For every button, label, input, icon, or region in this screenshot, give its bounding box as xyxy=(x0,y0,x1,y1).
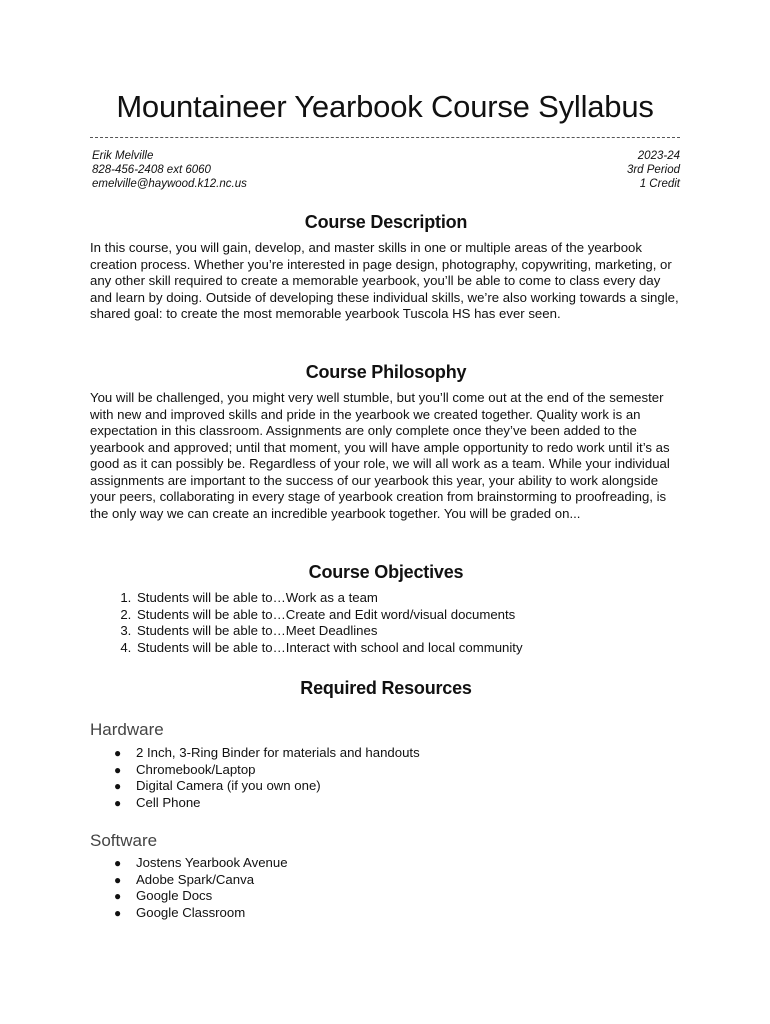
course-description-section xyxy=(90,212,682,323)
bullet-icon: ● xyxy=(114,779,122,793)
software-heading: Software xyxy=(90,831,158,850)
objectives-list xyxy=(90,590,682,656)
software-list xyxy=(90,855,288,921)
list-item: ● Adobe Spark/Canva xyxy=(114,871,255,887)
list-item: 3. Students will be able to…Meet Deadlines xyxy=(135,623,682,640)
list-item: ● Google Docs xyxy=(114,888,213,903)
contact-info xyxy=(92,149,247,191)
credit-value: 1 Credit xyxy=(639,178,680,190)
course-objectives-heading: Course Objectives xyxy=(308,562,464,582)
course-description-heading: Course Description xyxy=(304,212,468,232)
course-philosophy-section xyxy=(90,362,682,522)
school-year: 2023-24 xyxy=(637,150,680,162)
list-item: ● 2 Inch, 3-Ring Binder for materials and handouts xyxy=(114,745,420,760)
required-resources-section xyxy=(90,678,682,699)
bullet-icon: ● xyxy=(114,856,122,870)
list-item: ● Digital Camera (if you own one) xyxy=(114,778,321,793)
teacher-name: Erik Melville xyxy=(92,150,154,162)
bullet-icon: ● xyxy=(114,762,122,777)
teacher-phone: 828-456-2408 ext 6060 xyxy=(92,164,211,176)
bullet-icon: ● xyxy=(114,795,122,810)
list-item: 1. Students will be able to…Work as a team xyxy=(135,590,682,607)
teacher-email: emelville@haywood.k12.nc.us xyxy=(92,178,247,190)
bullet-icon: ● xyxy=(114,905,122,920)
list-item: 2. Students will be able to…Create and Edit word/visual documents xyxy=(135,607,682,624)
list-item: 4. Students will be able to…Interact with school and local community xyxy=(135,640,682,657)
list-item: ● Jostens Yearbook Avenue xyxy=(114,855,288,870)
list-item: ● Cell Phone xyxy=(114,794,201,810)
course-description-text: In this course, you will gain, develop, and master skills in one or multiple areas of the yearbook creation process. Whether you’re interested in page design, photography, copywriting, marketing, or any other skill required to create a memorable yearbook, you’ll be able to come to class every day and learn by doing. Outside of developing these individual skills, we’re also working towards a single, shared goal: to create the most memorable yearbook Tuscola HS has ever seen. xyxy=(90,240,679,321)
course-philosophy-text: You will be challenged, you might very well stumble, but you’ll come out at the end of the semester with new and improved skills and pride in the yearbook we created together. Quality work is an expectation in this classroom. Assignments are only complete once they’ve been added to the yearbook and approved; until that moment, you will have ample opportunity to redo work until it’s as good as it can possibly be. Regardless of your role, we will all work as a team. While your individual assignments are important to the success of our yearbook this year, your ability to work alongside your peers, collaborating in every stage of yearbook creation from brainstorming to proofreading, is the only way we can create an incredible yearbook together. You will be graded on... xyxy=(90,390,670,521)
course-philosophy-heading: Course Philosophy xyxy=(305,362,467,382)
bullet-icon: ● xyxy=(114,746,122,760)
required-resources-heading: Required Resources xyxy=(300,678,472,698)
class-period: 3rd Period xyxy=(626,164,680,176)
list-item: ● Google Classroom xyxy=(114,904,246,920)
dashed-divider xyxy=(90,137,680,138)
hardware-heading: Hardware xyxy=(90,720,164,739)
hardware-list xyxy=(90,745,420,811)
bullet-icon: ● xyxy=(114,889,122,903)
course-info xyxy=(627,149,680,191)
course-objectives-section xyxy=(90,562,682,656)
list-item: ● Chromebook/Laptop xyxy=(114,761,256,777)
page-title: Mountaineer Yearbook Course Syllabus xyxy=(116,89,654,124)
bullet-icon: ● xyxy=(114,872,122,887)
